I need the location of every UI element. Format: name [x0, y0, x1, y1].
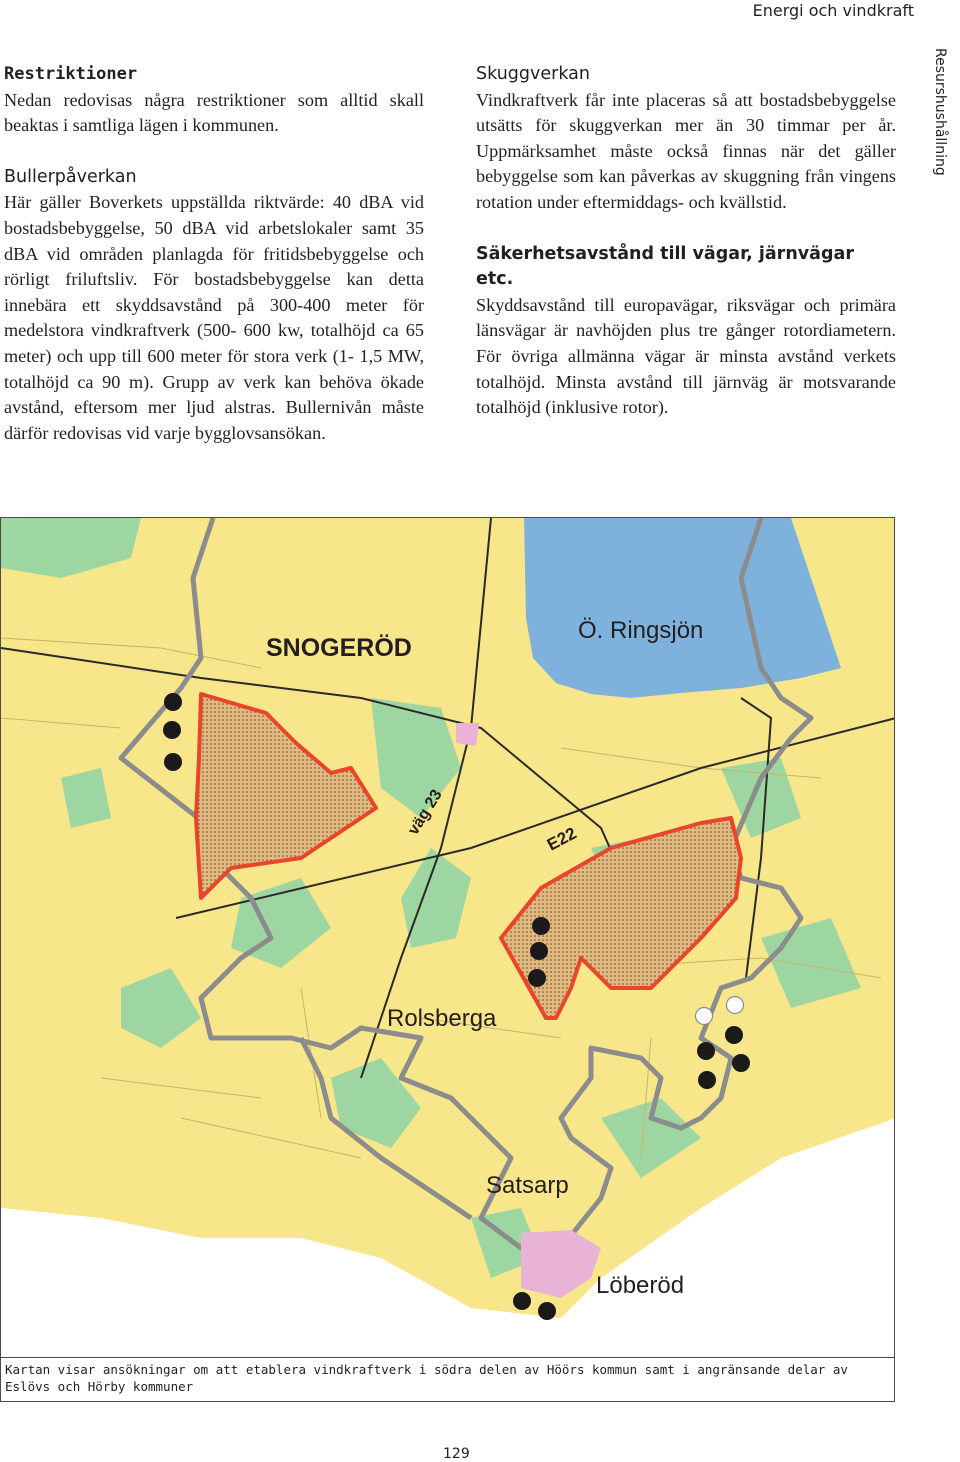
label-ringsjon: Ö. Ringsjön — [578, 617, 704, 644]
label-loberod: Löberöd — [596, 1272, 685, 1299]
town-snogerod — [456, 723, 479, 746]
heading-sakerhetsavstand: Säkerhetsavstånd till vägar, järnvägar etc. — [476, 243, 854, 290]
left-column — [4, 62, 424, 446]
page-number: 129 — [443, 1446, 470, 1462]
map-figure — [0, 517, 895, 1358]
paragraph-skuggverkan: Vindkraftverk får inte placeras så att bostadsbebyggelse utsätts för skuggverkan mer än 30 timmar per år. Uppmärksamhet måste också finnas när det gäller bebyggelse som kan påverkas av skuggning från vingens rotation under eftermiddags- och kvällstid. — [476, 89, 896, 212]
heading-skuggverkan: Skuggverkan — [476, 64, 590, 84]
label-rolsberga: Rolsberga — [387, 1005, 497, 1032]
label-vag23: väg 23 — [404, 786, 446, 839]
label-e22: E22 — [543, 823, 580, 855]
right-column — [476, 62, 896, 421]
paragraph-bullerpaverkan: Här gäller Boverkets uppställda riktvärde: 40 dBA vid bostadsbebyggelse, 50 dBA vid arbetslokaler samt 35 dBA vid områden planlagda för fritidsbebyggelse och rörligt friluftsliv. För bostadsbebyggelse kan detta innebära ett skyddsavstånd på 300-400 meter för medelstora vindkraftverk (500- 600 kw, totalhöjd ca 65 meter) och upp till 600 meter för stora verk (1- 1,5 MW, totalhöjd ca 90 m). Grupp av verk kan behöva ökade avstånd, eftersom mer ljud alstras. Bullernivån måste därför redovisas vid varje bygglovsansökan. — [4, 192, 424, 443]
paragraph-restriktioner: Nedan redovisas några restriktioner som alltid skall beaktas i samtliga lägen i kommunen. — [4, 89, 424, 136]
lake-ringsjon — [524, 518, 841, 698]
paragraph-sakerhetsavstand: Skyddsavstånd till europavägar, riksvägar och primära länsvägar är navhöjden plus tre gånger rotordiametern. För övriga allmänna vägar är minsta avstånd verkets totalhöjd. Minsta avstånd till järnväg är motsvarande totalhöjd (inklusive rotor). — [476, 294, 896, 418]
heading-restriktioner: Restriktioner — [4, 64, 138, 84]
running-header: Energi och vindkraft — [752, 1, 914, 20]
label-snogerod: SNOGERÖD — [266, 634, 412, 662]
map-caption: Kartan visar ansökningar om att etablera vindkraftverk i södra delen av Höörs kommun samt i angränsande delar av Eslövs och Hörby kommuner — [0, 1358, 895, 1402]
heading-bullerpaverkan: Bullerpåverkan — [4, 166, 137, 187]
label-satsarp: Satsarp — [486, 1172, 569, 1199]
map-svg — [1, 518, 895, 1358]
